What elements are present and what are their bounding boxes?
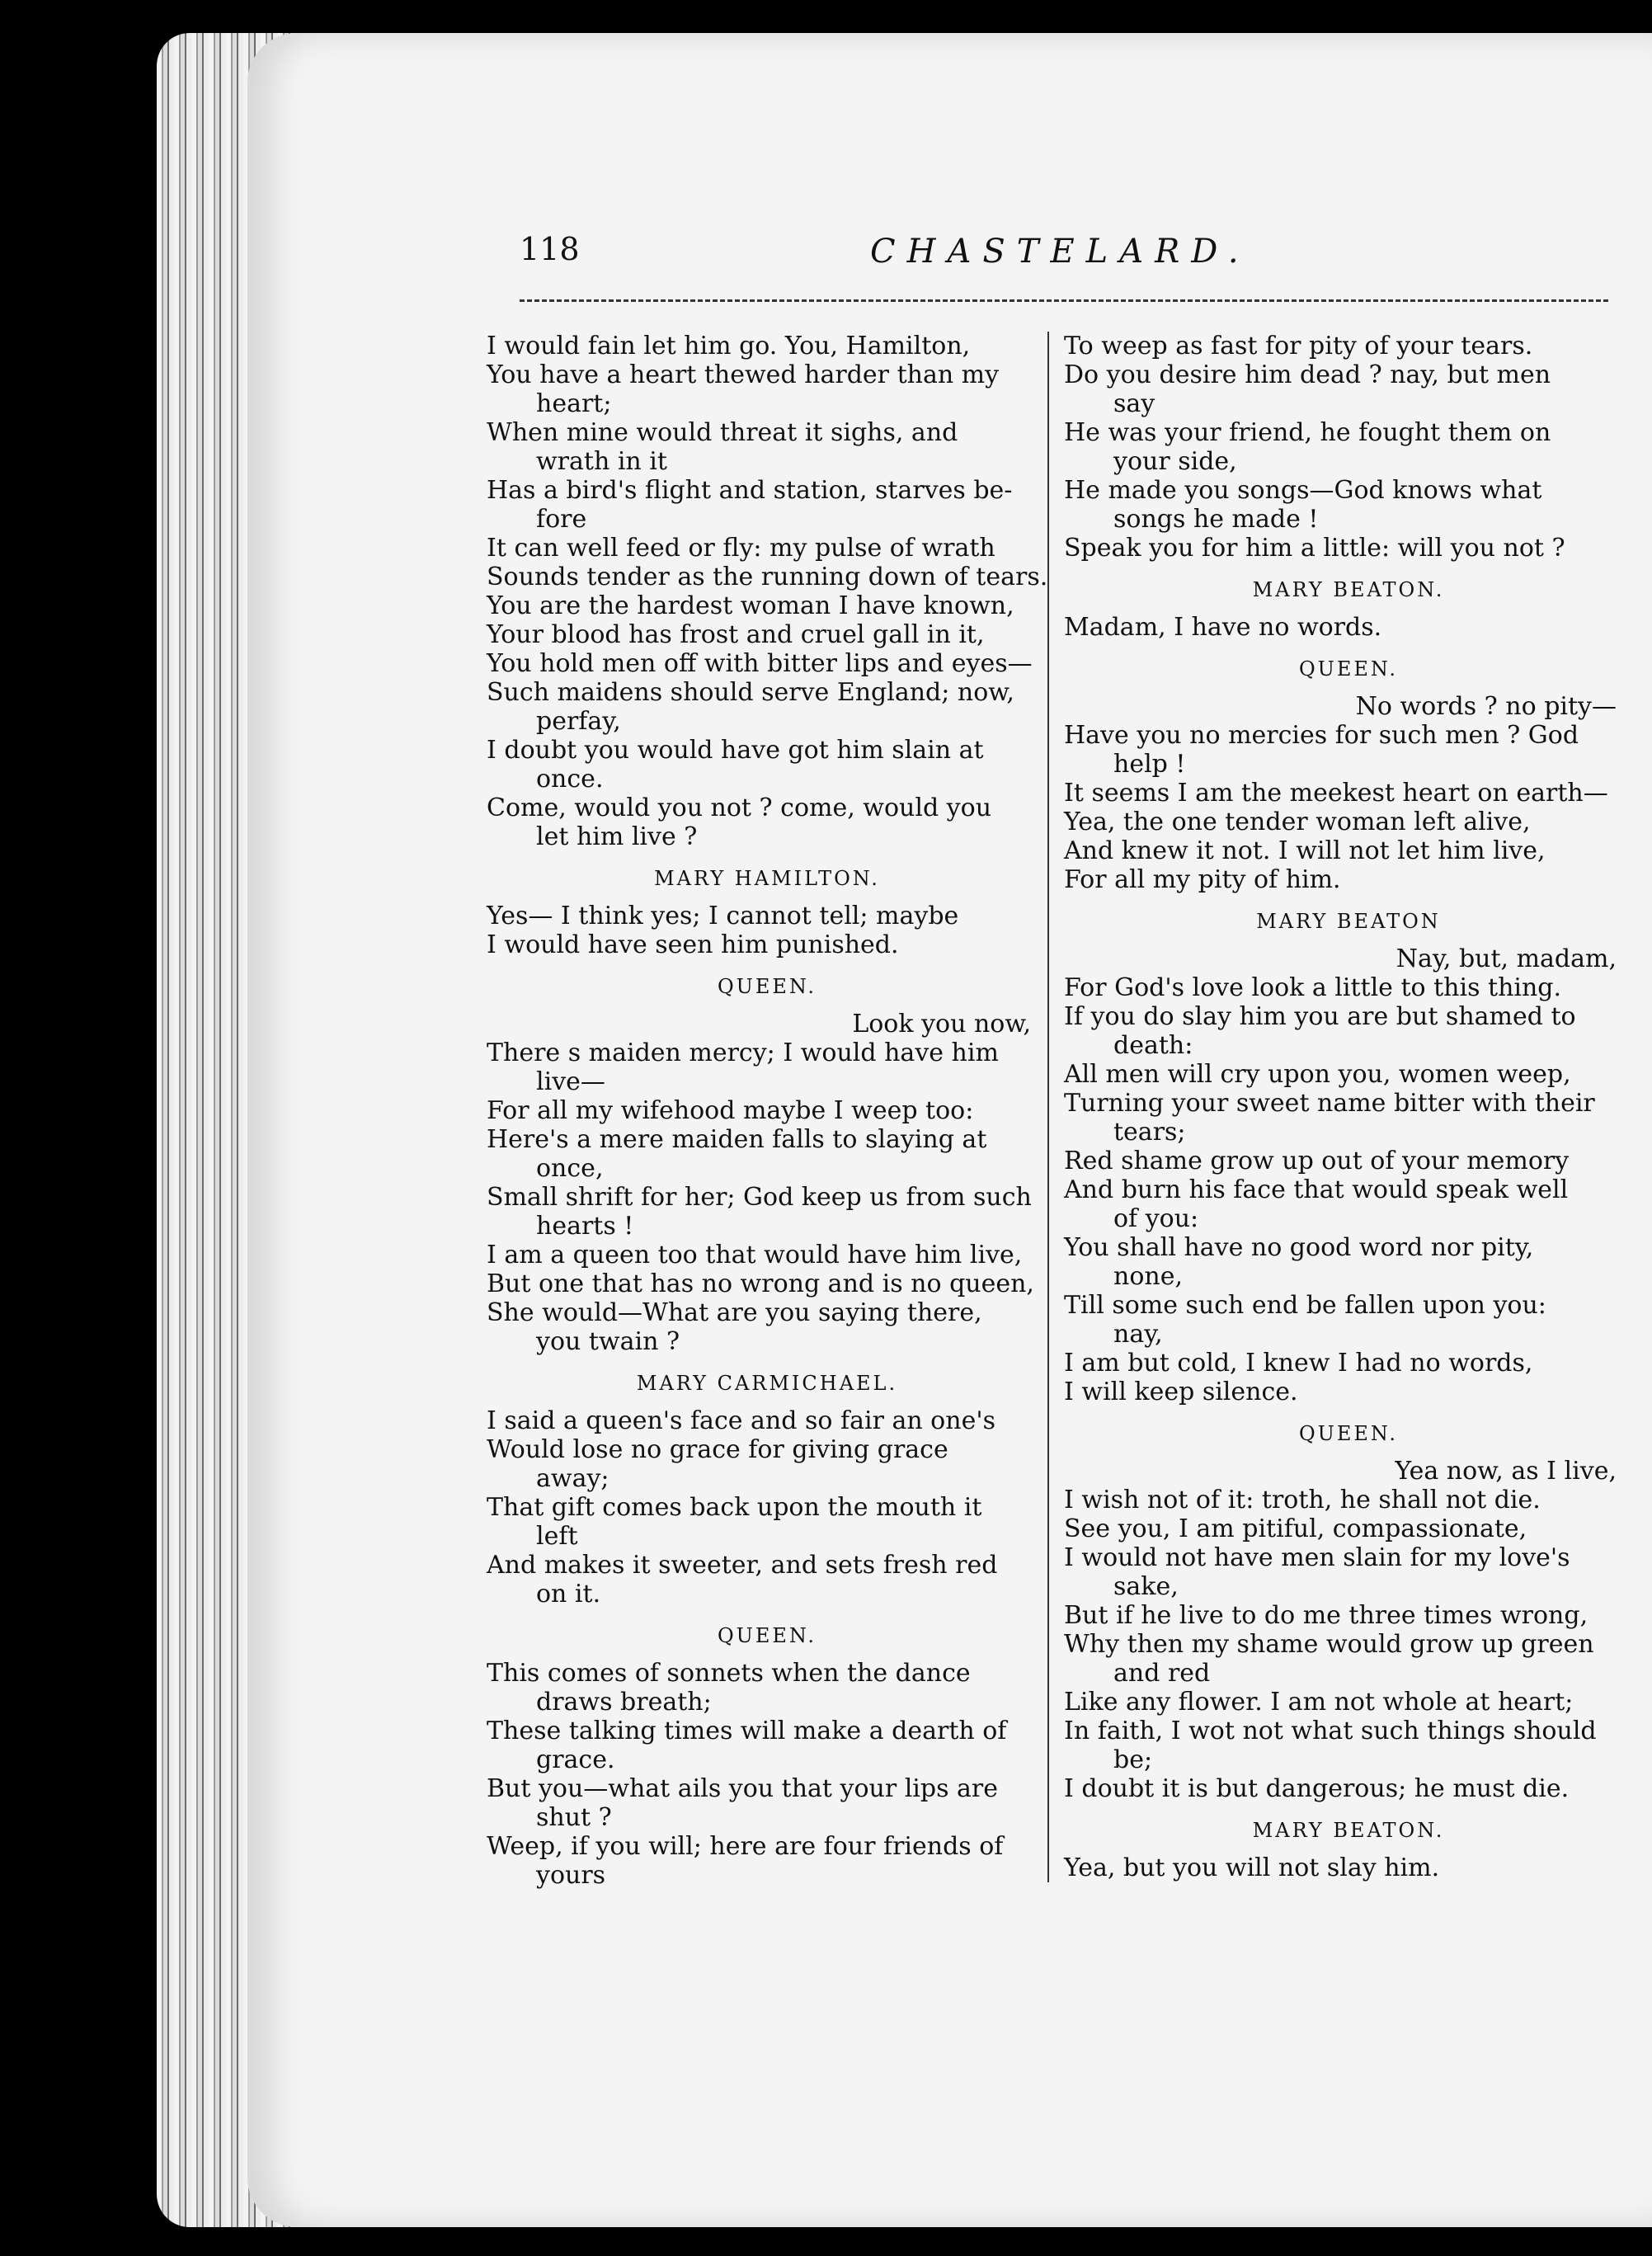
- verse-continuation: grace.: [536, 1745, 615, 1774]
- verse-line: Do you desire him dead ? nay, but men: [1064, 360, 1551, 389]
- verse-line: To weep as fast for pity of your tears.: [1064, 332, 1533, 360]
- verse-line: In faith, I wot not what such things should: [1064, 1717, 1597, 1745]
- right-column: [1047, 332, 1633, 1882]
- verse-line: For all my pity of him.: [1064, 865, 1341, 894]
- verse-line: Turning your sweet name bitter with their: [1064, 1089, 1595, 1118]
- verse-continuation: shut ?: [536, 1803, 612, 1832]
- verse-line: Till some such end be fallen upon you:: [1064, 1291, 1546, 1320]
- verse-continuation: help !: [1113, 750, 1186, 779]
- verse-line: All men will cry upon you, women weep,: [1064, 1060, 1571, 1089]
- header-rule: [520, 299, 1608, 302]
- verse-line: It can well feed or fly: my pulse of wrath: [487, 534, 995, 563]
- speaker-heading: QUEEN.: [717, 1624, 817, 1647]
- verse-continuation: of you:: [1113, 1204, 1199, 1233]
- verse-line: Look you now,: [852, 1010, 1031, 1039]
- verse-line: And knew it not. I will not let him live,: [1064, 836, 1546, 865]
- speaker-heading: MARY BEATON: [1256, 910, 1441, 933]
- verse-line: Has a bird's flight and station, starves be-: [487, 476, 1013, 505]
- verse-line: You are the hardest woman I have known,: [487, 591, 1014, 620]
- verse-continuation: live—: [536, 1067, 605, 1096]
- verse-line: I wish not of it: troth, he shall not die.: [1064, 1486, 1541, 1514]
- left-column: [487, 332, 1047, 1890]
- verse-line: You have a heart thewed harder than my: [487, 360, 1000, 389]
- verse-continuation: fore: [536, 505, 587, 534]
- verse-continuation: let him live ?: [536, 822, 698, 851]
- verse-line: And makes it sweeter, and sets fresh red: [487, 1551, 998, 1580]
- verse-line: I am but cold, I knew I had no words,: [1064, 1349, 1533, 1378]
- verse-line: Your blood has frost and cruel gall in it,: [487, 620, 985, 649]
- verse-continuation: perfay,: [536, 707, 621, 736]
- verse-line: He made you songs—God knows what: [1064, 476, 1542, 505]
- verse-line: If you do slay him you are but shamed to: [1064, 1002, 1576, 1031]
- verse-continuation: tears;: [1113, 1118, 1186, 1147]
- verse-line: Yea, but you will not slay him.: [1064, 1853, 1440, 1882]
- verse-line: Here's a mere maiden falls to slaying at: [487, 1125, 987, 1154]
- verse-line: That gift comes back upon the mouth it: [487, 1493, 982, 1522]
- speaker-heading: MARY BEATON.: [1252, 578, 1445, 601]
- verse-continuation: draws breath;: [536, 1688, 712, 1717]
- running-title: CHASTELARD.: [870, 233, 1250, 271]
- verse-continuation: say: [1113, 389, 1155, 418]
- verse-line: Weep, if you will; here are four friends of: [487, 1832, 1004, 1861]
- verse-line: He was your friend, he fought them on: [1064, 418, 1551, 447]
- verse-line: I would have seen him punished.: [487, 930, 899, 959]
- verse-line: Madam, I have no words.: [1064, 613, 1382, 642]
- speaker-heading: QUEEN.: [1298, 1422, 1399, 1445]
- verse-line: Like any flower. I am not whole at heart;: [1064, 1688, 1574, 1717]
- verse-line: For God's love look a little to this thing.: [1064, 973, 1562, 1002]
- verse-continuation: wrath in it: [536, 447, 667, 476]
- verse-continuation: none,: [1113, 1262, 1183, 1291]
- verse-continuation: your side,: [1113, 447, 1237, 476]
- verse-line: Would lose no grace for giving grace: [487, 1435, 948, 1464]
- speaker-heading: MARY BEATON.: [1252, 1819, 1445, 1842]
- verse-line: Why then my shame would grow up green: [1064, 1630, 1594, 1659]
- verse-line: Such maidens should serve England; now,: [487, 678, 1014, 707]
- verse-line: It seems I am the meekest heart on earth—: [1064, 779, 1608, 808]
- verse-line: Small shrift for her; God keep us from such: [487, 1183, 1032, 1212]
- verse-line: You hold men off with bitter lips and eyes—: [487, 649, 1033, 678]
- verse-line: This comes of sonnets when the dance: [487, 1659, 971, 1688]
- verse-line: I am a queen too that would have him live,: [487, 1241, 1023, 1269]
- verse-continuation: once.: [536, 765, 604, 794]
- verse-line: She would—What are you saying there,: [487, 1298, 982, 1327]
- verse-continuation: away;: [536, 1464, 609, 1493]
- verse-continuation: sake,: [1113, 1572, 1179, 1601]
- verse-line: I will keep silence.: [1064, 1378, 1298, 1406]
- verse-line: I doubt it is but dangerous; he must die.: [1064, 1774, 1570, 1803]
- verse-continuation: once,: [536, 1154, 604, 1183]
- verse-line: But one that has no wrong and is no queen,: [487, 1269, 1034, 1298]
- verse-line: No words ? no pity—: [1355, 692, 1617, 721]
- page-number: 118: [520, 231, 580, 267]
- verse-line: These talking times will make a dearth of: [487, 1717, 1007, 1745]
- page-header: [520, 231, 1608, 289]
- verse-line: Yea, the one tender woman left alive,: [1064, 808, 1531, 836]
- verse-continuation: left: [536, 1522, 578, 1551]
- verse-continuation: heart;: [536, 389, 612, 418]
- verse-line: Speak you for him a little: will you not ?: [1064, 534, 1565, 563]
- verse-continuation: be;: [1113, 1745, 1153, 1774]
- verse-line: You shall have no good word nor pity,: [1064, 1233, 1534, 1262]
- verse-continuation: hearts !: [536, 1212, 634, 1241]
- verse-line: Have you no mercies for such men ? God: [1064, 721, 1579, 750]
- verse-line: I doubt you would have got him slain at: [487, 736, 984, 765]
- verse-line: And burn his face that would speak well: [1064, 1175, 1569, 1204]
- verse-line: When mine would threat it sighs, and: [487, 418, 958, 447]
- verse-line: Nay, but, madam,: [1395, 944, 1617, 973]
- verse-line: But if he live to do me three times wrong,: [1064, 1601, 1588, 1630]
- verse-continuation: death:: [1113, 1031, 1193, 1060]
- speaker-heading: MARY CARMICHAEL.: [636, 1372, 898, 1395]
- verse-continuation: and red: [1113, 1659, 1211, 1688]
- speaker-heading: QUEEN.: [717, 975, 817, 998]
- verse-line: I would not have men slain for my love's: [1064, 1543, 1570, 1572]
- verse-line: Yes— I think yes; I cannot tell; maybe: [487, 902, 959, 930]
- verse-continuation: nay,: [1113, 1320, 1163, 1349]
- verse-continuation: songs he made !: [1113, 505, 1319, 534]
- verse-continuation: yours: [536, 1861, 606, 1890]
- verse-continuation: you twain ?: [536, 1327, 680, 1356]
- speaker-heading: QUEEN.: [1298, 657, 1399, 681]
- verse-line: There s maiden mercy; I would have him: [487, 1039, 999, 1067]
- verse-line: But you—what ails you that your lips are: [487, 1774, 999, 1803]
- speaker-heading: MARY HAMILTON.: [654, 867, 880, 890]
- verse-line: Come, would you not ? come, would you: [487, 794, 992, 822]
- verse-line: Yea now, as I live,: [1395, 1457, 1617, 1486]
- verse-line: For all my wifehood maybe I weep too:: [487, 1096, 974, 1125]
- verse-continuation: on it.: [536, 1580, 601, 1608]
- verse-line: I said a queen's face and so fair an one's: [487, 1406, 995, 1435]
- verse-line: I would fain let him go. You, Hamilton,: [487, 332, 971, 360]
- verse-line: Red shame grow up out of your memory: [1064, 1147, 1570, 1175]
- verse-line: Sounds tender as the running down of tears.: [487, 563, 1048, 591]
- verse-line: See you, I am pitiful, compassionate,: [1064, 1514, 1527, 1543]
